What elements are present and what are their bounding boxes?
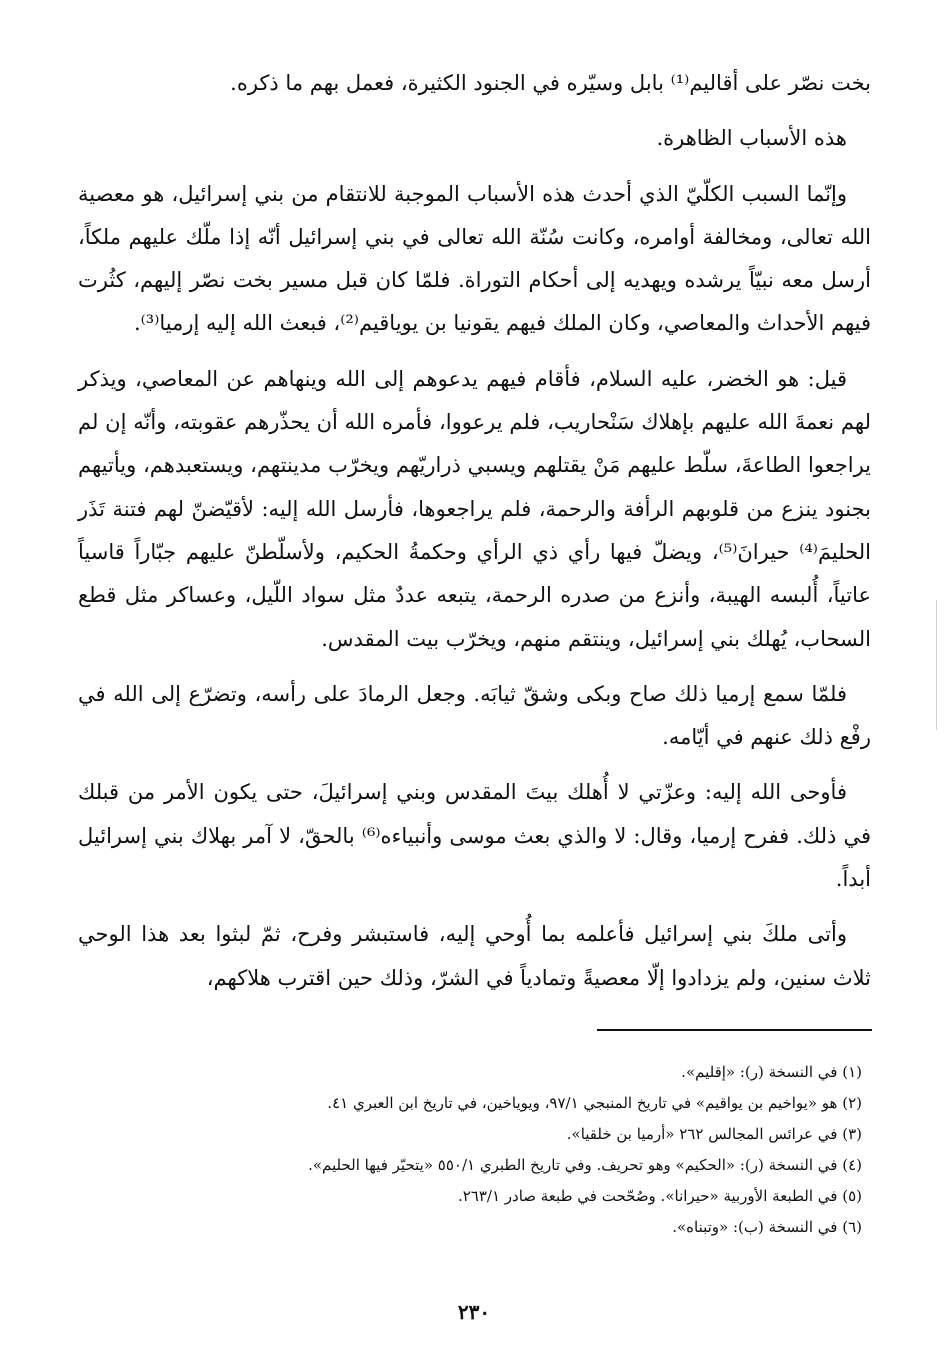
- paragraph-5: فلمّا سمع إرميا ذلك صاح وبكى وشقّ ثيابَه. وجعل الرمادَ على رأسه، وتضرّع إلى الله في رفْع ذلك عنهم في أيّامه.: [78, 681, 871, 750]
- footnote-separator: [597, 1029, 872, 1031]
- footnote-4: (٤) في النسخة (ر): «الحكيم» وهو تحريف. وفي تاريخ الطبري ٥٥٠/١ «يتحيّر فيها الحليم».: [308, 1156, 862, 1174]
- paragraph-6: فأوحى الله إليه: وعزّتي لا أُهلك بيتَ المقدس وبني إسرائيلَ، حتى يكون الأمر من قبلك في ذلك. ففرح إرميا، وقال: لا والذي بعث موسى وأنبياءه⁽⁶⁾ بالحقّ، لا آمر بهلاك بني إسرائيل أبداً.: [78, 780, 871, 892]
- footnotes: [150, 1057, 862, 1243]
- page-number: ٢٣٠: [457, 1300, 491, 1324]
- paragraph-2: هذه الأسباب الظاهرة.: [656, 126, 847, 151]
- footnote-6: (٦) في النسخة (ب): «وتبناه».: [672, 1218, 862, 1236]
- paragraph-4: قيل: هو الخضر، عليه السلام، فأقام فيهم يدعوهم إلى الله وينهاهم عن المعاصي، ويذكر لهم نعمةَ الله عليهم بإهلاك سَنْحاريب، فلم يرعووا، فأمره الله أن يحذّرهم عقوبته، وأنّه إن لم يراجعوا الطاعةَ، سلّط عليهم مَنْ يقتلهم ويسبي ذراريّهم ويخرّب مدينتهم، ويستعبدهم، ويأتيهم بجنود ينزع من قلوبهم الرأفة والرحمة، فلم يراجعوها، فأرسل الله إليه: لأقيّضنّ لهم فتنة تَذَر الحليمَ⁽⁴⁾ حيرانَ⁽⁵⁾، ويضلّ فيها رأي ذي الرأي وحكمةُ الحكيم، ولأسلّطنّ عليهم جبّاراً قاسياً عاتياً، أُلبسه الهيبة، وأنزع من صدره الرحمة، يتبعه عددٌ مثل سواد اللّيل، وعساكر مثل قطع السحاب، يُهلك بني إسرائيل، وينتقم منهم، ويخرّب بيت المقدس.: [78, 366, 871, 651]
- footnote-2: (٢) هو «يواخيم بن يواقيم» في تاريخ المنبجي ٩٧/١، ويوياخين، في تاريخ ابن العبري ٤١.: [327, 1094, 862, 1112]
- footnote-5: (٥) في الطبعة الأوربية «حيرانا». وصُحّحت في طبعة صادر ٢٦٣/١.: [457, 1187, 862, 1205]
- paragraph-7: وأتى ملكَ بني إسرائيل فأعلمه بما أُوحي إليه، فاستبشر وفرح، ثمّ لبثوا بعد هذا الوحي ثلاث سنين، ولم يزدادوا إلّا معصيةً وتمادياً في الشرّ، وذلك حين اقترب هلاكهم،: [78, 922, 871, 990]
- footnote-1: (١) في النسخة (ر): «إقليم».: [681, 1063, 862, 1081]
- scan-edge-mark: [936, 600, 937, 730]
- paragraph-1: بخت نصّر على أقاليم⁽¹⁾ بابل وسيّره في الجنود الكثيرة، فعمل بهم ما ذكره.: [230, 71, 871, 95]
- main-text: [78, 62, 871, 1012]
- paragraph-3: وإنّما السبب الكلّيّ الذي أحدث هذه الأسباب الموجبة للانتقام من بني إسرائيل، هو معصية الله تعالى، ومخالفة أوامره، وكانت سُنّة الله تعالى في بني إسرائيل أنّه إذا ملّك عليهم ملكاً، أرسل معه نبيّاً يرشده ويهديه إلى أحكام التوراة. فلمّا كان قبل مسير بخت نصّر إليهم، كثُرت فيهم الأحداث والمعاصي، وكان الملك فيهم يقونيا بن يوياقيم⁽²⁾، فبعث الله إليه إرميا⁽³⁾.: [78, 181, 871, 336]
- footnote-3: (٣) في عرائس المجالس ٢٦٢ «أرميا بن خلقيا».: [566, 1125, 862, 1143]
